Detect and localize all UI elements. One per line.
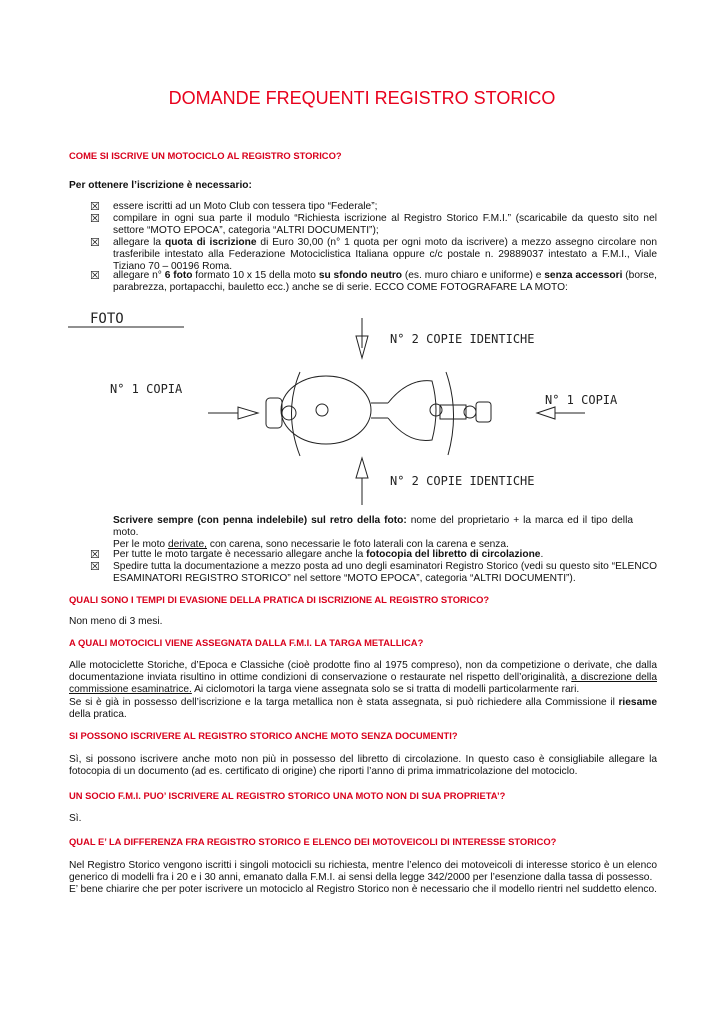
page-title: DOMANDE FREQUENTI REGISTRO STORICO — [168, 88, 556, 108]
bullet-text: compilare in ogni sua parte il modulo “Richiesta iscrizione al Registro Storico F.M.I.” (scaricabile da questo sito nel settore “MOTO EPOCA”, categoria “ALTRI DOCUMENTI”); — [113, 213, 657, 237]
bottom-label: N° 2 COPIE IDENTICHE — [390, 474, 535, 488]
checkbox-icon: ☒ — [90, 270, 100, 282]
checkbox-icon: ☒ — [90, 201, 100, 213]
answer-4: Sì, si possono iscrivere anche moto non più in possesso del libretto di circolazione. In questo caso è consigliabile allegare la fotocopia di un documento (ad es. certificato di origine) che riporti l’anno di prima immatricolazione del motociclo. — [69, 754, 657, 778]
question-5: UN SOCIO F.M.I. PUO’ ISCRIVERE AL REGISTRO STORICO UNA MOTO NON DI SUA PROPRIETA’? — [69, 790, 506, 801]
right-label: N° 1 COPIA — [545, 393, 618, 407]
foto-label: FOTO — [90, 311, 124, 327]
bullet-text: allegare n° 6 foto formato 10 x 15 della moto su sfondo neutro (es. muro chiaro e uniforme) e senza accessori (borse, parabrezza, portapacchi, bauletto ecc.) anche se di serie. ECCO COME FOTOGRAFARE LA MOTO: — [113, 270, 657, 294]
answer-2: Non meno di 3 mesi. — [69, 616, 163, 627]
question-4: SI POSSONO ISCRIVERE AL REGISTRO STORICO ANCHE MOTO SENZA DOCUMENTI? — [69, 730, 458, 741]
photo-note: Scrivere sempre (con penna indelebile) sul retro della foto: nome del proprietario + la marca ed il tipo della moto. Per le moto derivate, con carena, sono necessarie le foto laterali con la carena e senza. — [113, 515, 633, 551]
answer-3: Alle motociclette Storiche, d’Epoca e Classiche (cioè prodotte fino al 1975 compreso), non da competizione o derivate, che dalla documentazione inviata risultino in ottime condizioni di conservazione o restaurate nel rispetto dell’originalità, a discrezione della commissione esaminatrice. Ai ciclomotori la targa viene assegnata solo se si tratta di modelli particolarmente rari. Se si è già in possesso dell’iscrizione e la targa metallica non è stata assegnata, si può richiedere alla Commissione il riesame della pratica. — [69, 660, 657, 720]
question-2: QUALI SONO I TEMPI DI EVASIONE DELLA PRATICA DI ISCRIZIONE AL REGISTRO STORICO? — [69, 594, 490, 605]
question-6: QUAL E’ LA DIFFERENZA FRA REGISTRO STORICO E ELENCO DEI MOTOVEICOLI DI INTERESSE STORICO? — [69, 836, 557, 847]
checkbox-icon: ☒ — [90, 213, 100, 225]
checkbox-icon: ☒ — [90, 561, 100, 573]
bullet-text: Spedire tutta la documentazione a mezzo posta ad uno degli esaminatori Registro Storico (vedi su questo sito “ELENCO ESAMINATORI REGISTRO STORICO” nel settore “MOTO EPOCA”, categoria “ALTRI DOCUMENTI”). — [113, 561, 657, 585]
answer-6: Nel Registro Storico vengono iscritti i singoli motocicli su richiesta, mentre l’elenco dei motoveicoli di interesse storico è un elenco generico di modelli fra i 20 e i 30 anni, emanato dalla F.M.I. ai sensi della legge 342/2000 per l’esenzione dalla tassa di possesso. E’ bene chiarire che per poter iscrivere un motociclo al Registro Storico non è necessario che il modello rientri nel suddetto elenco. — [69, 860, 657, 896]
bullet-text: essere iscritti ad un Moto Club con tessera tipo “Federale”; — [113, 201, 378, 212]
intro-text: Per ottenere l’iscrizione è necessario: — [69, 180, 252, 191]
checkbox-icon: ☒ — [90, 237, 100, 249]
answer-5: Sì. — [69, 813, 82, 824]
checkbox-icon: ☒ — [90, 549, 100, 561]
bullet-text: allegare la quota di iscrizione di Euro 30,00 (n° 1 quota per ogni moto da iscrivere) a mezzo assegno circolare non trasferibile intestato alla Federazione Motociclistica Italiana oppure c/c postale n. 29889037 intestato a F.M.I., Viale Tiziano 70 – 00196 Roma. — [113, 237, 658, 273]
question-3: A QUALI MOTOCICLI VIENE ASSEGNATA DALLA F.M.I. LA TARGA METALLICA? — [69, 637, 424, 648]
top-label: N° 2 COPIE IDENTICHE — [390, 332, 535, 346]
bullet-text: Per tutte le moto targate è necessario allegare anche la fotocopia del libretto di circolazione. — [113, 549, 544, 560]
question-1: COME SI ISCRIVE UN MOTOCICLO AL REGISTRO STORICO? — [69, 150, 342, 161]
left-label: N° 1 COPIA — [110, 382, 183, 396]
photo-diagram — [60, 300, 660, 515]
